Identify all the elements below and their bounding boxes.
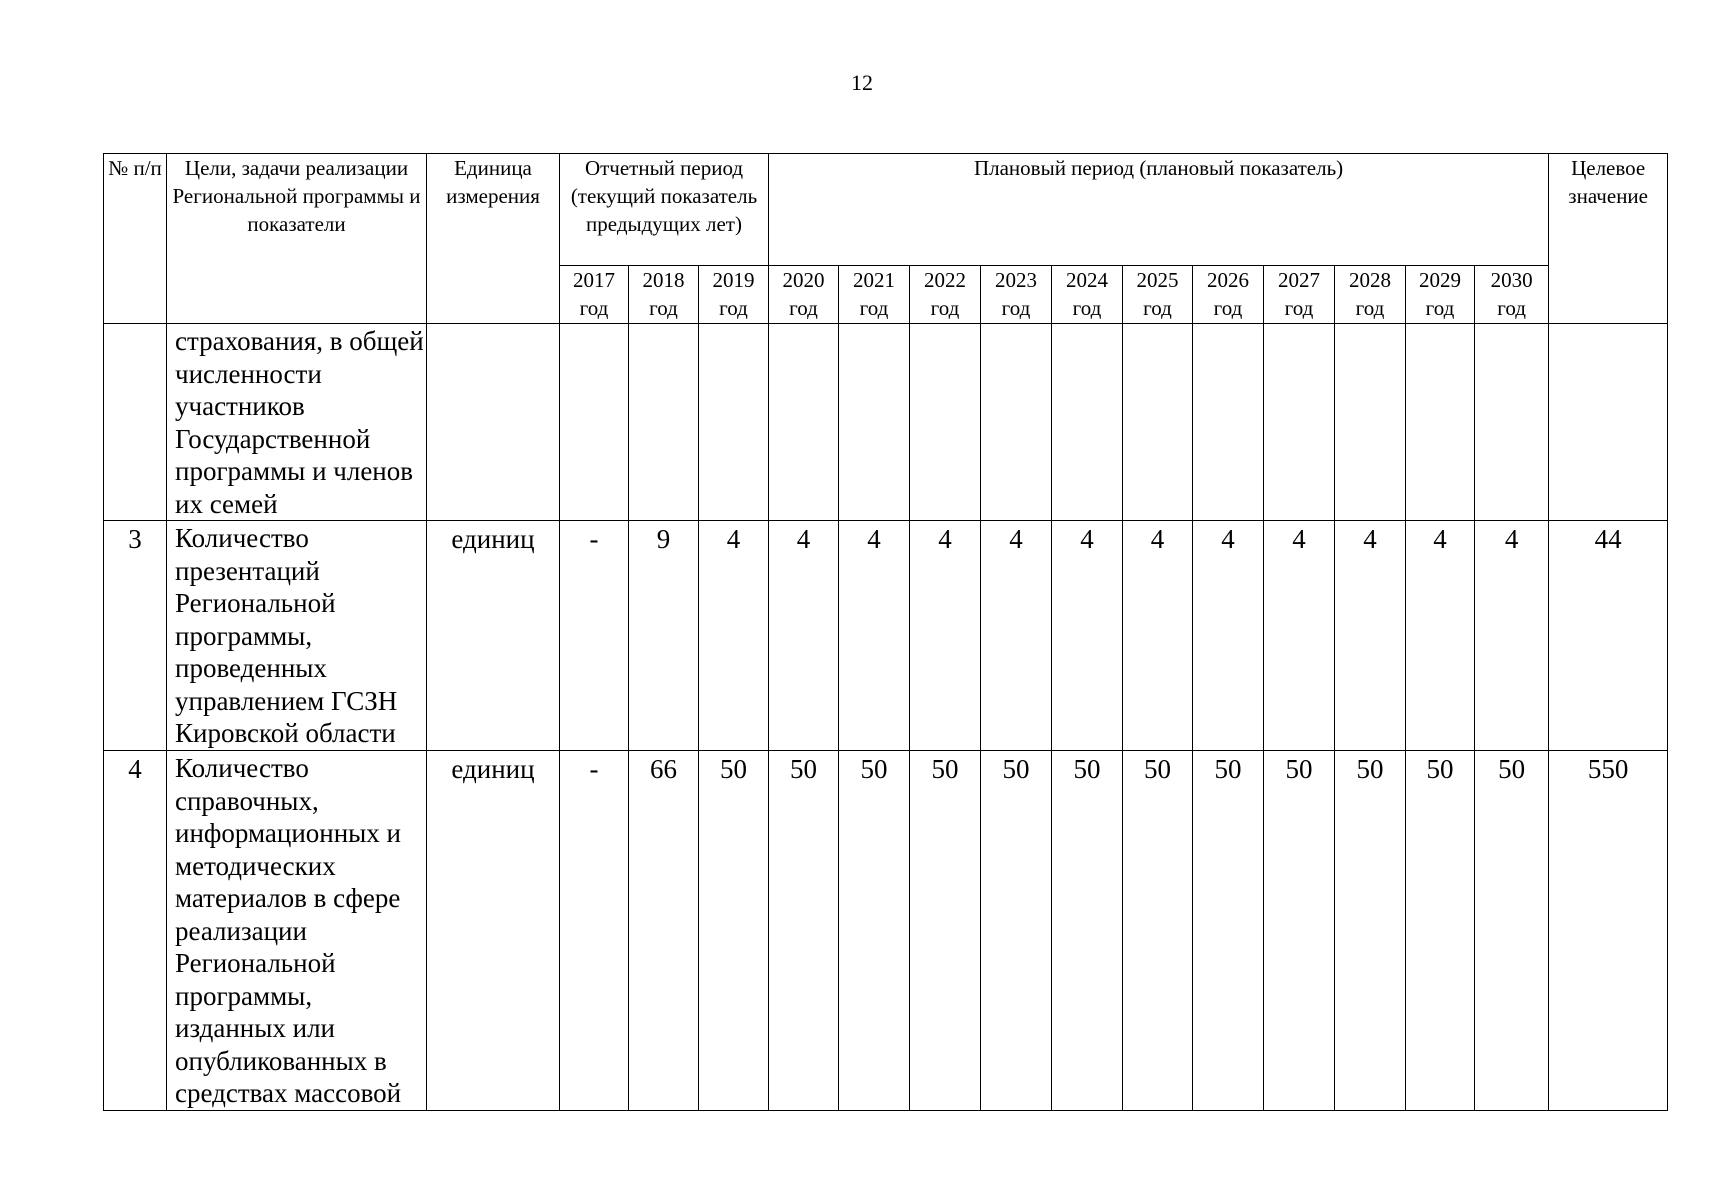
header-year: 2026 год: [1193, 266, 1264, 324]
header-year: 2020 год: [769, 266, 839, 324]
row-value: 4: [1406, 521, 1475, 751]
row-unit: [427, 324, 560, 521]
header-year: 2030 год: [1475, 266, 1549, 324]
row-value: 50: [1193, 751, 1264, 1111]
page-number: 12: [851, 70, 873, 95]
row-value: [981, 324, 1052, 521]
row-value: 50: [699, 751, 769, 1111]
header-year: 2024 год: [1052, 266, 1123, 324]
row-value: 50: [769, 751, 839, 1111]
row-value: 50: [1335, 751, 1406, 1111]
table-row: [104, 521, 1668, 751]
row-value: 9: [629, 521, 699, 751]
row-description: Количество справочных, информационных и методических материалов в сфере реализации Региональной программы, изданных или опубликованных в средствах массовой: [167, 751, 427, 1111]
row-value: 50: [1052, 751, 1123, 1111]
row-value: [629, 324, 699, 521]
row-value: 50: [981, 751, 1052, 1111]
row-value: 4: [910, 521, 981, 751]
row-description: страхования, в общей численности участников Государственной программы и членов их семей: [167, 324, 427, 521]
header-year: 2029 год: [1406, 266, 1475, 324]
row-value: 4: [1475, 521, 1549, 751]
row-value: [1052, 324, 1123, 521]
header-col-planned-period: Плановый период (плановый показатель): [769, 154, 1549, 266]
row-value: [560, 324, 629, 521]
header-col-goals: Цели, задачи реализации Региональной программы и показатели: [167, 154, 427, 324]
header-year: 2017 год: [560, 266, 629, 324]
row-value: 4: [1123, 521, 1193, 751]
header-year: 2019 год: [699, 266, 769, 324]
row-unit: единиц: [427, 751, 560, 1111]
row-value: [839, 324, 910, 521]
row-value: 50: [1406, 751, 1475, 1111]
header-year: 2022 год: [910, 266, 981, 324]
row-value: [1123, 324, 1193, 521]
row-description: Количество презентаций Региональной программы, проведенных управлением ГСЗН Кировской области: [167, 521, 427, 751]
row-value: 4: [1193, 521, 1264, 751]
header-year: 2025 год: [1123, 266, 1193, 324]
header-col-number: № п/п: [104, 154, 167, 324]
row-value: 50: [1123, 751, 1193, 1111]
row-value: 4: [981, 521, 1052, 751]
row-value: -: [560, 521, 629, 751]
header-year: 2027 год: [1264, 266, 1335, 324]
table-row: [104, 324, 1668, 521]
row-value: 50: [1475, 751, 1549, 1111]
header-year: 2028 год: [1335, 266, 1406, 324]
row-value: 50: [1264, 751, 1335, 1111]
row-value: [1264, 324, 1335, 521]
row-target: 44: [1549, 521, 1668, 751]
table-row: [104, 751, 1668, 1111]
row-value: 4: [839, 521, 910, 751]
header-year: 2023 год: [981, 266, 1052, 324]
row-target: 550: [1549, 751, 1668, 1111]
row-value: 4: [699, 521, 769, 751]
row-number: [104, 324, 167, 521]
row-value: 4: [1264, 521, 1335, 751]
row-value: [910, 324, 981, 521]
row-number: 3: [104, 521, 167, 751]
row-value: [1406, 324, 1475, 521]
header-year: 2021 год: [839, 266, 910, 324]
row-value: 4: [1335, 521, 1406, 751]
row-value: 50: [910, 751, 981, 1111]
header-col-reporting-period: Отчетный период (текущий показатель предыдущих лет): [560, 154, 769, 266]
row-value: [699, 324, 769, 521]
row-value: [769, 324, 839, 521]
row-target: [1549, 324, 1668, 521]
row-value: [1193, 324, 1264, 521]
header-col-target: Целевое значение: [1549, 154, 1668, 324]
row-number: 4: [104, 751, 167, 1111]
row-value: -: [560, 751, 629, 1111]
row-value: 4: [1052, 521, 1123, 751]
row-unit: единиц: [427, 521, 560, 751]
header-col-unit: Единица измерения: [427, 154, 560, 324]
row-value: 66: [629, 751, 699, 1111]
header-year: 2018 год: [629, 266, 699, 324]
row-value: 4: [769, 521, 839, 751]
row-value: 50: [839, 751, 910, 1111]
row-value: [1335, 324, 1406, 521]
row-value: [1475, 324, 1549, 521]
indicators-table: [103, 153, 1668, 1111]
